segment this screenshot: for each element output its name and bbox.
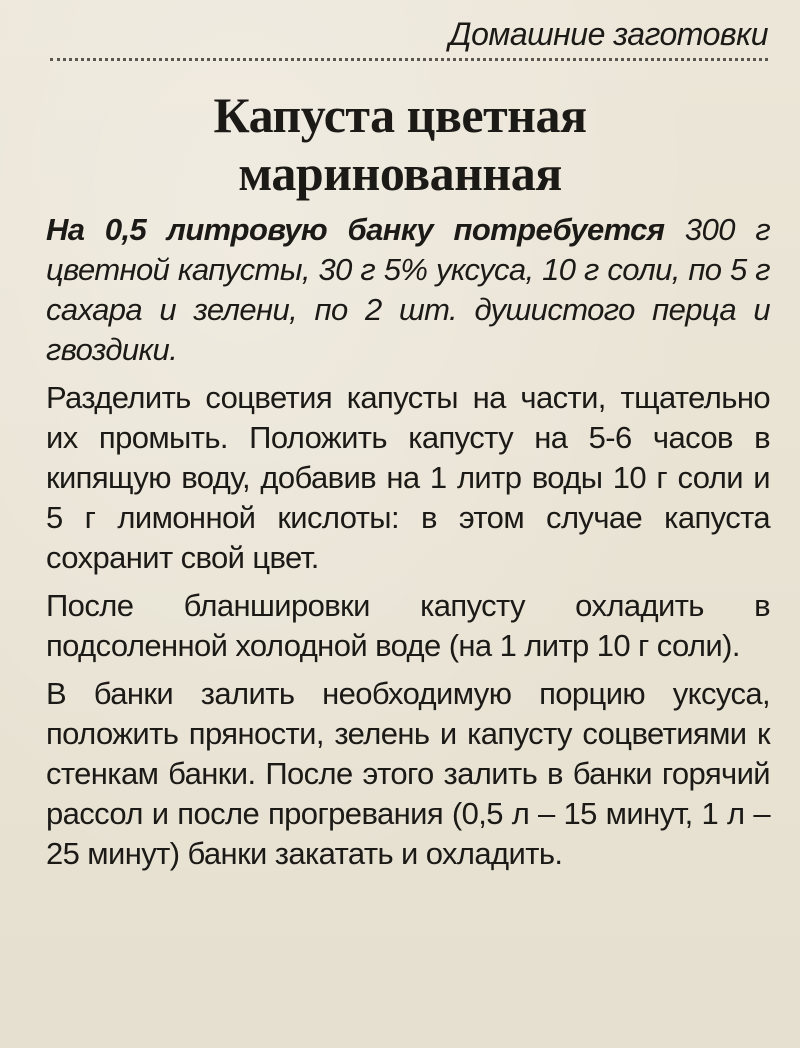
section-header	[50, 14, 768, 66]
section-title: Домашние заготовки	[449, 16, 768, 52]
instructions-paragraph-3: В банки залить необходимую порцию уксуса, положить пряности, зелень и капусту соцветиями к стенкам банки. После этого залить в банки горячий рассол и после прогревания (0,5 л – 15 минут, 1 л – 25 минут) банки закатать и охладить.	[46, 676, 770, 871]
recipe-title	[0, 86, 800, 202]
recipe-body	[46, 210, 770, 882]
ingredients-list: 300 г цветной капусты, 30 г 5% уксуса, 10 г соли, по 5 г сахара и зелени, по 2 шт. душистого перца и гвоздики.	[46, 212, 771, 367]
ingredients-lead: На 0,5 литровую банку потребуется	[46, 212, 665, 247]
instructions-paragraph-2: После бланшировки капусту охладить в подсоленной холодной воде (на 1 литр 10 г соли).	[46, 588, 770, 663]
ingredients-paragraph	[46, 210, 770, 370]
recipe-title-line-2: маринованная	[238, 145, 562, 201]
dotted-divider	[50, 58, 768, 61]
recipe-title-line-1: Капуста цветная	[213, 87, 587, 143]
instructions-paragraph-1: Разделить соцветия капусты на части, тщательно их промыть. Положить капусту на 5-6 часов в кипящую воду, добавив на 1 литр воды 10 г соли и 5 г лимонной кислоты: в этом случае капуста сохранит свой цвет.	[46, 380, 770, 575]
